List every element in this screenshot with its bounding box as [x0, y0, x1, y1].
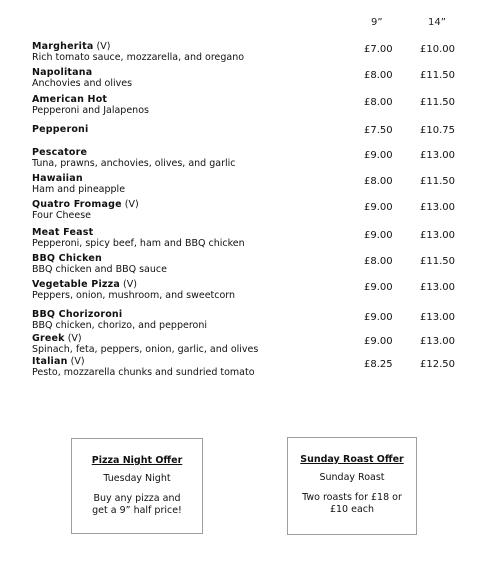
pizza-description: BBQ chicken, chorizo, and pepperoni — [32, 320, 207, 331]
menu-item — [32, 333, 462, 356]
menu-item — [32, 356, 462, 379]
menu-item — [32, 147, 462, 170]
price-9-inch: £8.00 — [364, 256, 393, 267]
price-9-inch: £9.00 — [364, 150, 393, 161]
offer-title: Pizza Night Offer — [91, 455, 183, 466]
offer-description: Two roasts for £18 or £10 each — [302, 492, 402, 515]
price-9-inch: £7.50 — [364, 125, 393, 136]
menu-item-name — [32, 279, 462, 290]
pizza-description: Pepperoni and Jalapenos — [32, 105, 149, 116]
pizza-description: Tuna, prawns, anchovies, olives, and garlic — [32, 158, 236, 169]
menu-item — [32, 309, 462, 332]
price-14-inch: £13.00 — [420, 312, 455, 323]
menu-item-name — [32, 173, 462, 184]
menu-item-name — [32, 147, 462, 158]
vegetarian-tag: (V) — [123, 279, 137, 290]
menu-item — [32, 253, 462, 276]
price-14-inch: £10.00 — [420, 44, 455, 55]
pizza-name: Margherita — [32, 41, 94, 52]
menu-item — [32, 41, 462, 64]
pizza-name: Quatro Fromage — [32, 199, 122, 210]
pizza-name: Meat Feast — [32, 227, 94, 238]
price-14-inch: £13.00 — [420, 230, 455, 241]
size-header-14-inch: 14” — [428, 17, 446, 28]
pizza-description: Pepperoni, spicy beef, ham and BBQ chicken — [32, 238, 245, 249]
pizza-name: Italian — [32, 356, 68, 367]
vegetarian-tag: (V) — [70, 356, 85, 367]
pizza-name: American Hot — [32, 94, 108, 105]
vegetarian-tag: (V) — [67, 333, 82, 344]
pizza-description: Spinach, feta, peppers, onion, garlic, and olives — [32, 344, 259, 355]
pizza-description: Rich tomato sauce, mozzarella, and oregano — [32, 52, 245, 63]
pizza-description: Pesto, mozzarella chunks and sundried tomato — [32, 367, 255, 378]
sunday-roast-offer-box — [287, 437, 417, 535]
offer-description: Buy any pizza and get a 9” half price! — [92, 493, 182, 516]
price-9-inch: £9.00 — [364, 282, 393, 293]
price-9-inch: £9.00 — [364, 202, 393, 213]
pizza-night-offer-box — [71, 438, 203, 534]
price-14-inch: £11.50 — [420, 97, 455, 108]
menu-item-name — [32, 94, 462, 105]
price-14-inch: £11.50 — [420, 70, 455, 81]
price-9-inch: £8.00 — [364, 97, 393, 108]
offer-subtitle: Sunday Roast — [319, 472, 385, 483]
pizza-name: Hawaiian — [32, 173, 83, 184]
menu-item-name — [32, 41, 462, 52]
price-9-inch: £8.25 — [364, 359, 393, 370]
menu-item — [32, 124, 462, 135]
menu-item-name — [32, 333, 462, 344]
price-9-inch: £9.00 — [364, 312, 393, 323]
pizza-name: BBQ Chicken — [32, 253, 102, 264]
price-14-inch: £13.00 — [420, 282, 455, 293]
vegetarian-tag: (V) — [96, 41, 111, 52]
menu-item — [32, 279, 462, 302]
pizza-name: Vegetable Pizza — [32, 279, 120, 290]
price-9-inch: £9.00 — [364, 336, 393, 347]
menu-item-name — [32, 199, 462, 210]
pizza-description: Ham and pineapple — [32, 184, 126, 195]
price-14-inch: £10.75 — [420, 125, 455, 136]
offer-subtitle: Tuesday Night — [103, 473, 171, 484]
pizza-name: Greek — [32, 333, 65, 344]
price-14-inch: £11.50 — [420, 256, 455, 267]
pizza-name: Pescatore — [32, 147, 88, 158]
menu-item-name — [32, 227, 462, 238]
pizza-description: Four Cheese — [32, 210, 92, 221]
menu-item — [32, 227, 462, 250]
menu-item-name — [32, 309, 462, 320]
price-9-inch: £8.00 — [364, 176, 393, 187]
menu-item-name — [32, 253, 462, 264]
pizza-description: Anchovies and olives — [32, 78, 133, 89]
menu-item — [32, 67, 462, 90]
pizza-name: BBQ Chorizoroni — [32, 309, 123, 320]
menu-item — [32, 199, 462, 222]
pizza-description: Peppers, onion, mushroom, and sweetcorn — [32, 290, 236, 301]
price-9-inch: £8.00 — [364, 70, 393, 81]
price-9-inch: £7.00 — [364, 44, 393, 55]
offer-title: Sunday Roast Offer — [300, 454, 404, 465]
price-14-inch: £11.50 — [420, 176, 455, 187]
price-14-inch: £13.00 — [420, 336, 455, 347]
vegetarian-tag: (V) — [124, 199, 139, 210]
pizza-description: BBQ chicken and BBQ sauce — [32, 264, 167, 275]
price-14-inch: £13.00 — [420, 150, 455, 161]
pizza-name: Pepperoni — [32, 124, 89, 135]
price-9-inch: £9.00 — [364, 230, 393, 241]
size-header-9-inch: 9” — [371, 17, 383, 28]
menu-item — [32, 94, 462, 117]
price-14-inch: £13.00 — [420, 202, 455, 213]
menu-item-name — [32, 124, 462, 135]
pizza-name: Napolitana — [32, 67, 93, 78]
menu-item — [32, 173, 462, 196]
menu-item-name — [32, 67, 462, 78]
menu-item-name — [32, 356, 462, 367]
price-14-inch: £12.50 — [420, 359, 455, 370]
